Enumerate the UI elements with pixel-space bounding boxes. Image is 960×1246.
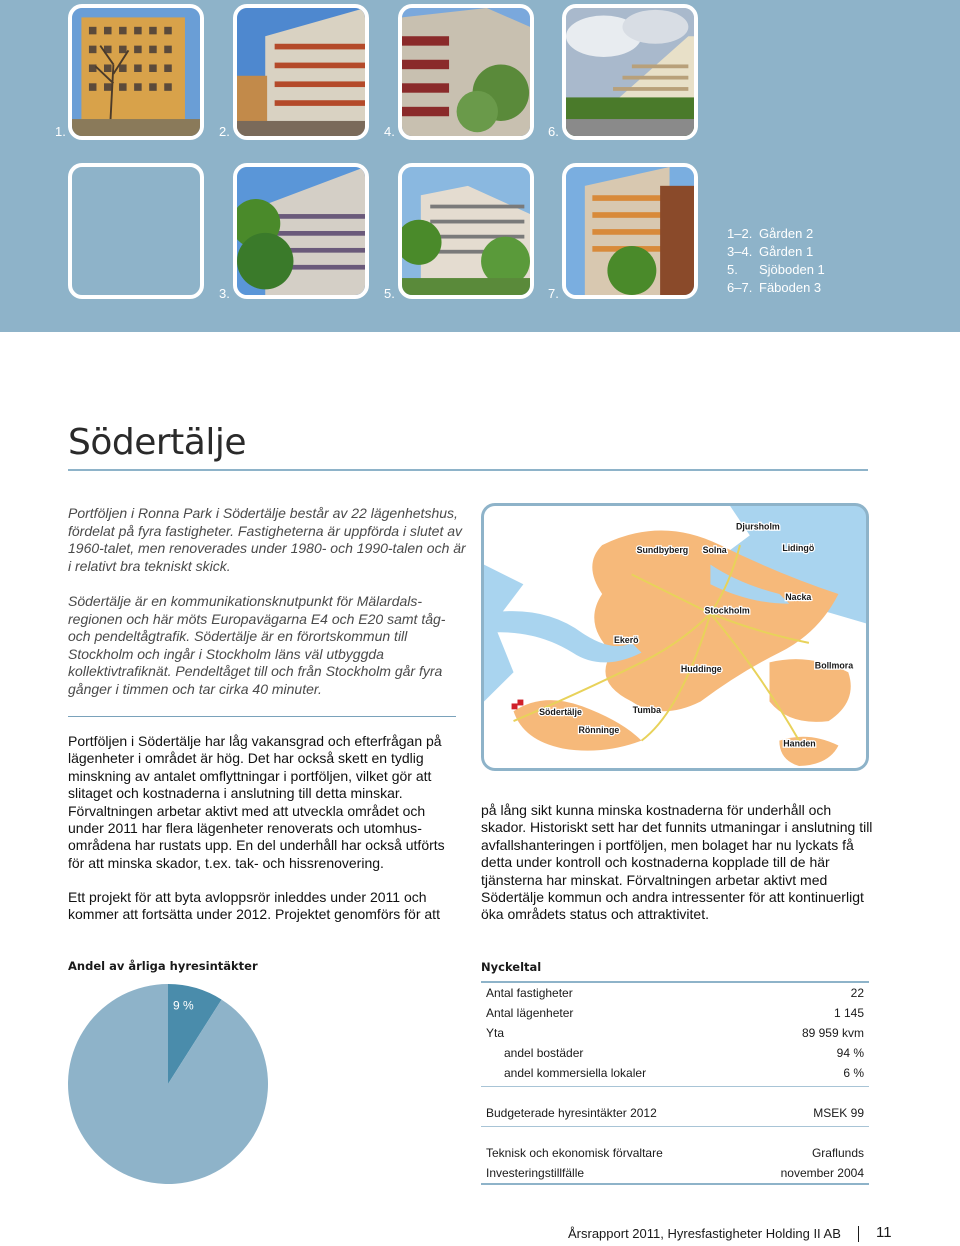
map-label-solna: Solna	[702, 544, 727, 555]
photo-building-5	[233, 163, 369, 299]
photo-number: 3.	[219, 286, 230, 301]
legend-row: 5. Sjöboden 1	[727, 262, 825, 277]
nyckeltal-heading: Nyckeltal	[481, 960, 542, 974]
photo-band	[0, 0, 960, 332]
map-label-sodertalje: Södertälje	[539, 707, 582, 718]
map-label-stockholm: Stockholm	[704, 605, 750, 616]
photo-number: 4.	[384, 124, 395, 139]
table-row: Antal lägenheter 1 145	[486, 1006, 864, 1020]
intro-paragraph: Södertälje är en kommunikationsknutpunkt för Mälardalsregionen och här möts Europavägarna E4 och E20 samt tåg- och pendeltågtrafik. Södertälje är en förortskommun till Stockholm och ingår i Stockholm läns väl utbyggda kollektivtrafiknät. Pendeltåget till och från Stockholm går fyra gånger i timmen och tar cirka 40 minuter.	[68, 593, 446, 697]
photo-building-1	[68, 4, 204, 140]
photo-building-7a	[398, 163, 534, 299]
photo-number: 6.	[548, 124, 559, 139]
section-divider	[68, 716, 456, 717]
photo-number: 7.	[548, 286, 559, 301]
table-rule	[481, 1183, 869, 1185]
table-row: andel bostäder 94 %	[504, 1046, 864, 1060]
pie-chart	[68, 984, 268, 1184]
table-row: Budgeterade hyresintäkter 2012 MSEK 99	[486, 1106, 864, 1120]
footer-text: Årsrapport 2011, Hyresfastigheter Holding II AB	[568, 1226, 841, 1241]
map-label-huddinge: Huddinge	[680, 664, 722, 675]
table-rule	[481, 1126, 869, 1127]
body-paragraph: på lång sikt kunna minska kostnaderna för underhåll och skador. Historiskt sett har det funnits utmaningar i anslutning till avfallshanteringen i portföljen, men bolaget har nu lyckats få detta under kontroll och kostnaderna kopplade till de här tjänsterna har minskat. Förvaltningen arbetar aktivt med Södertälje kommun och andra intressenter för att kontinuerligt öka områdets status och attraktivitet.	[481, 802, 873, 923]
map-label-lidingo: Lidingö	[782, 542, 815, 553]
footer-separator	[858, 1226, 859, 1242]
table-row: Yta 89 959 kvm	[486, 1026, 864, 1040]
body-paragraph: Ett projekt för att byta avloppsrör inleddes under 2011 och kommer att fortsätta under 2012. Projektet genomförs för att	[68, 889, 440, 923]
region-map	[481, 503, 869, 771]
map-label-ekero: Ekerö	[613, 634, 639, 645]
map-label-nacka: Nacka	[785, 591, 812, 602]
photo-building-6	[562, 4, 698, 140]
page-number: 11	[876, 1224, 892, 1241]
photo-building-7b	[562, 163, 698, 299]
legend-row: 6–7. Fäboden 3	[727, 280, 822, 295]
photo-number: 2.	[219, 124, 230, 139]
legend-row: 3–4. Gården 1	[727, 244, 814, 259]
photo-building-4	[398, 4, 534, 140]
title-divider	[68, 469, 868, 471]
nyckeltal-group-2	[481, 1103, 869, 1123]
photo-number: 1.	[55, 124, 66, 139]
nyckeltal-group-1	[481, 983, 869, 1083]
intro-paragraph: Portföljen i Ronna Park i Södertälje består av 22 lägenhetshus, fördelat på fyra fastigheter. Fastigheterna är uppförda i slutet av 1960-talet, men renoverades under 1980- och 1990-talen och är i relativt bra tekniskt skick.	[68, 505, 466, 574]
body-paragraph: Portföljen i Södertälje har låg vakansgrad och efterfrågan på lägenheter i området är hög. Det har också skett en tydlig minskning av antalet omflyttningar i portföljen, vilket gör att slitaget och kostnaderna i anslutning till detta minskar. Förvaltningen arbetar aktivt med att utveckla området och under 2011 har flera lägenheter renoverats och utomhusområdena har rustats upp. En del underhåll har också utförts för att minska skador, t.ex. tak- och hissrenovering.	[68, 733, 445, 871]
photo-legend	[727, 225, 825, 297]
table-row: Investeringstillfälle november 2004	[486, 1166, 864, 1180]
page-title: Södertälje	[68, 422, 247, 463]
map-label-handen: Handen	[783, 738, 816, 749]
nyckeltal-group-3	[481, 1143, 869, 1183]
photo-building-2	[233, 4, 369, 140]
map-label-tumba: Tumba	[632, 705, 661, 716]
pie-slice	[68, 984, 268, 1184]
pie-heading: Andel av årliga hyresintäkter	[68, 959, 258, 973]
photo-number: 5.	[384, 286, 395, 301]
map-label-ronninge: Rönninge	[578, 724, 620, 735]
photo-placeholder-3	[68, 163, 204, 299]
table-row: Antal fastigheter 22	[486, 986, 864, 1000]
legend-row: 1–2. Gården 2	[727, 226, 814, 241]
table-row: andel kommersiella lokaler 6 %	[504, 1066, 864, 1080]
table-row: Teknisk och ekonomisk förvaltare Graflunds	[486, 1146, 864, 1160]
table-rule	[481, 1086, 869, 1087]
map-label-sundbyberg: Sundbyberg	[636, 544, 689, 555]
map-label-bollmora: Bollmora	[814, 660, 854, 671]
map-label-djursholm: Djursholm	[736, 521, 780, 532]
pie-slice-label: 9 %	[173, 998, 194, 1013]
